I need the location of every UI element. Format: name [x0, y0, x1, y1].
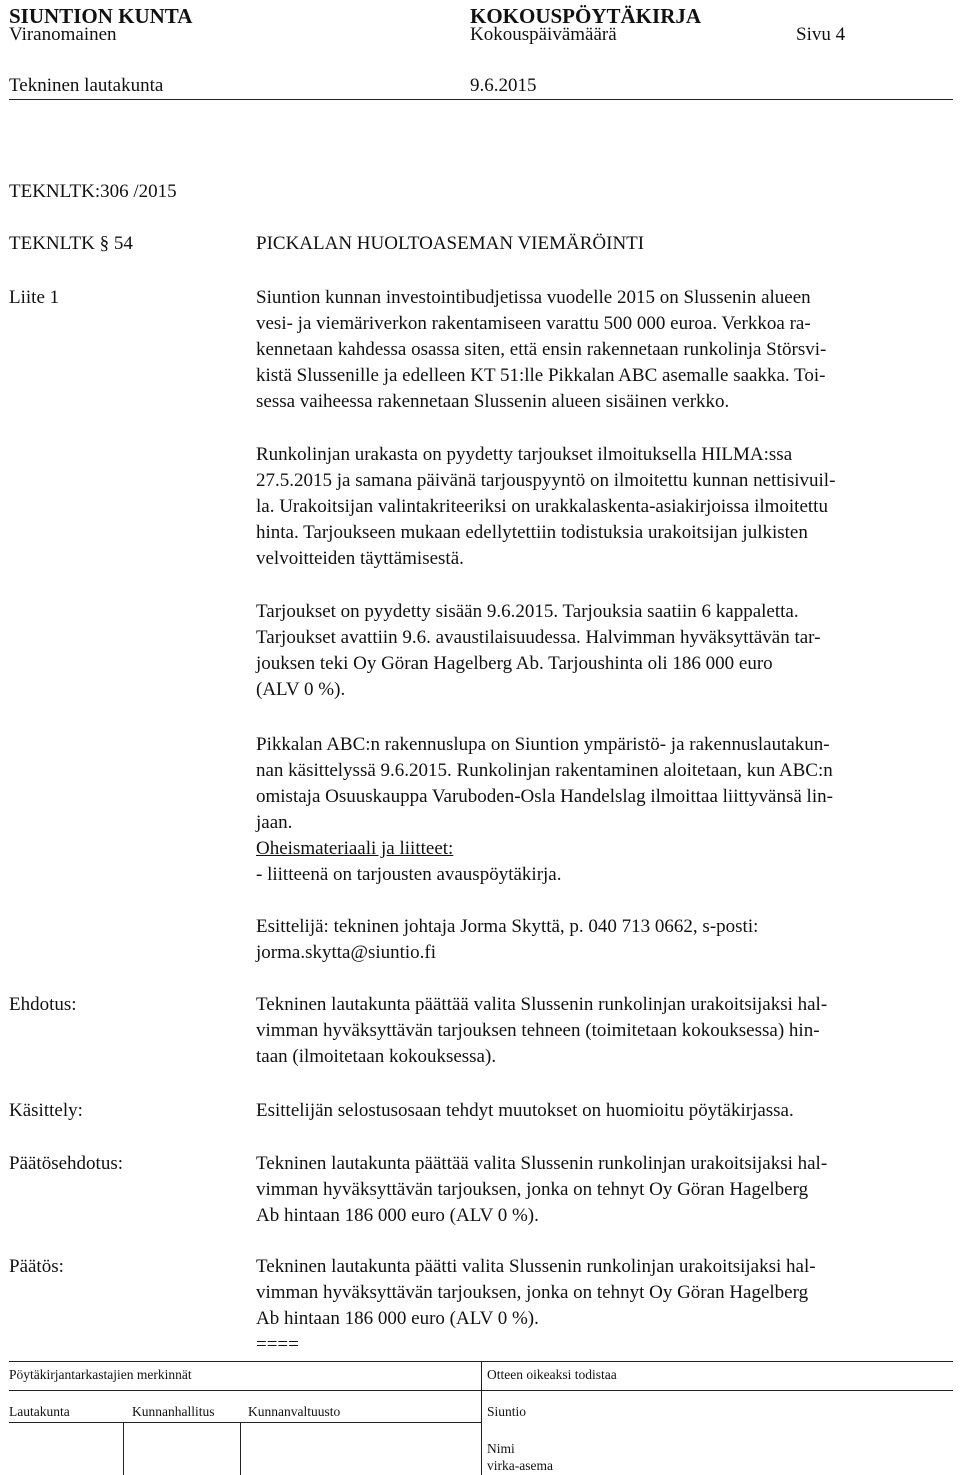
attachment-item: - liitteenä on tarjousten avauspöytäkirja. — [256, 864, 562, 885]
section-number: TEKNLTK § 54 — [9, 233, 133, 254]
footer-sign-line — [9, 1422, 481, 1423]
attachment-label: Liite 1 — [9, 287, 60, 308]
handling-label: Käsittely: — [9, 1100, 83, 1121]
place-label: Siuntio — [487, 1404, 527, 1419]
final-proposal-text: Tekninen lautakunta päättää valita Slussenin runkolinjan urakoitsijaksi hal- vimman hyväksyttävän tarjouksen, jonka on tehnyt Oy Göran Hagelberg Ab hintaan 186 000 euro (ALV 0 %). — [256, 1153, 828, 1226]
authority-name: Tekninen lautakunta — [9, 75, 164, 96]
final-proposal-label: Päätösehdotus: — [9, 1153, 123, 1174]
document-type: KOKOUSPÖYTÄKIRJA — [470, 4, 702, 28]
executive-label: Kunnanhallitus — [132, 1404, 215, 1419]
decision-label: Päätös: — [9, 1256, 64, 1277]
proposal-text: Tekninen lautakunta päättää valita Slussenin runkolinjan urakoitsijaksi hal- vimman hyväksyttävän tarjouksen tehneen (toimitetaan kokouksessa) hin- taan (ilmoitetaan kokouksessa). — [256, 994, 828, 1067]
handling-text: Esittelijän selostusosaan tehdyt muutokset on huomioitu pöytäkirjassa. — [256, 1100, 794, 1121]
reviewers-label: Pöytäkirjantarkastajien merkinnät — [9, 1367, 192, 1382]
header-divider — [9, 99, 953, 100]
title-label: virka-asema — [487, 1458, 553, 1473]
meeting-date-label: Kokouspäivämäärä — [470, 24, 617, 45]
footer-col-divider-1 — [123, 1422, 124, 1475]
building-permit-paragraph: Pikkalan ABC:n rakennuslupa on Siuntion ympäristö- ja rakennuslautakun- nan käsittelyssä 9.6.2015. Runkolinjan rakentaminen aloitetaan, kun ABC:n omistaja Osuuskauppa Varuboden-Osla Handelslag ilmoittaa liittyvänsä lin- jaan. — [256, 734, 833, 833]
presenter-info: Esittelijä: tekninen johtaja Jorma Skyttä, p. 040 713 0662, s-posti: jorma.skytta@siuntio.fi — [256, 916, 759, 963]
background-paragraph: Siuntion kunnan investointibudjetissa vuodelle 2015 on Slussenin alueen vesi- ja viemäriverkon rakentamiseen varattu 500 000 euroa. Verkkoa ra- kennetaan kahdessa osassa siten, että ensin rakennetaan runkolinja Störsvi- kistä Slussenille ja edelleen KT 51:lle Pikkalan ABC asemalle saakka. Toi- sessa vaiheessa rakennetaan Slussenin alueen sisäinen verkko. — [256, 287, 827, 412]
authority-label: Viranomainen — [9, 24, 117, 45]
footer-center-divider — [481, 1361, 482, 1475]
attachments-heading: Oheismateriaali ja liitteet: — [256, 838, 454, 859]
decision-text: Tekninen lautakunta päätti valita Slussenin runkolinjan urakoitsijaksi hal- vimman hyväksyttävän tarjouksen, jonka on tehnyt Oy Göran Hagelberg Ab hintaan 186 000 euro (ALV 0 %). — [256, 1256, 816, 1329]
council-label: Kunnanvaltuusto — [248, 1404, 341, 1419]
name-label: Nimi — [487, 1441, 515, 1456]
case-title: PICKALAN HUOLTOASEMAN VIEMÄRÖINTI — [256, 233, 645, 254]
case-reference: TEKNLTK:306 /2015 — [9, 181, 177, 202]
certified-label: Otteen oikeaksi todistaa — [487, 1367, 617, 1382]
board-label: Lautakunta — [9, 1404, 70, 1419]
municipality-name: SIUNTION KUNTA — [9, 4, 193, 28]
footer-col-divider-2 — [240, 1422, 241, 1475]
meeting-date: 9.6.2015 — [470, 75, 537, 96]
end-mark: ==== — [256, 1334, 299, 1355]
proposal-label: Ehdotus: — [9, 994, 77, 1015]
tender-call-paragraph: Runkolinjan urakasta on pyydetty tarjoukset ilmoituksella HILMA:ssa 27.5.2015 ja samana päivänä tarjouspyyntö on ilmoitettu kunnan nettisivuil- la. Urakoitsijan valintakriteeriksi on urakkalaskenta-asiakirjoissa ilmoitettu hinta. Tarjoukseen mukaan edellytettiin todistuksia urakoitsijan julkisten velvoitteiden täyttämisestä. — [256, 444, 836, 569]
tender-results-paragraph: Tarjoukset on pyydetty sisään 9.6.2015. Tarjouksia saatiin 6 kappaletta. Tarjoukset avattiin 9.6. avaustilaisuudessa. Halvimman hyväksyttävän tar- jouksen teki Oy Göran Hagelberg Ab. Tarjoushinta oli 186 000 euro (ALV 0 %). — [256, 601, 821, 700]
page-number: Sivu 4 — [796, 24, 846, 45]
